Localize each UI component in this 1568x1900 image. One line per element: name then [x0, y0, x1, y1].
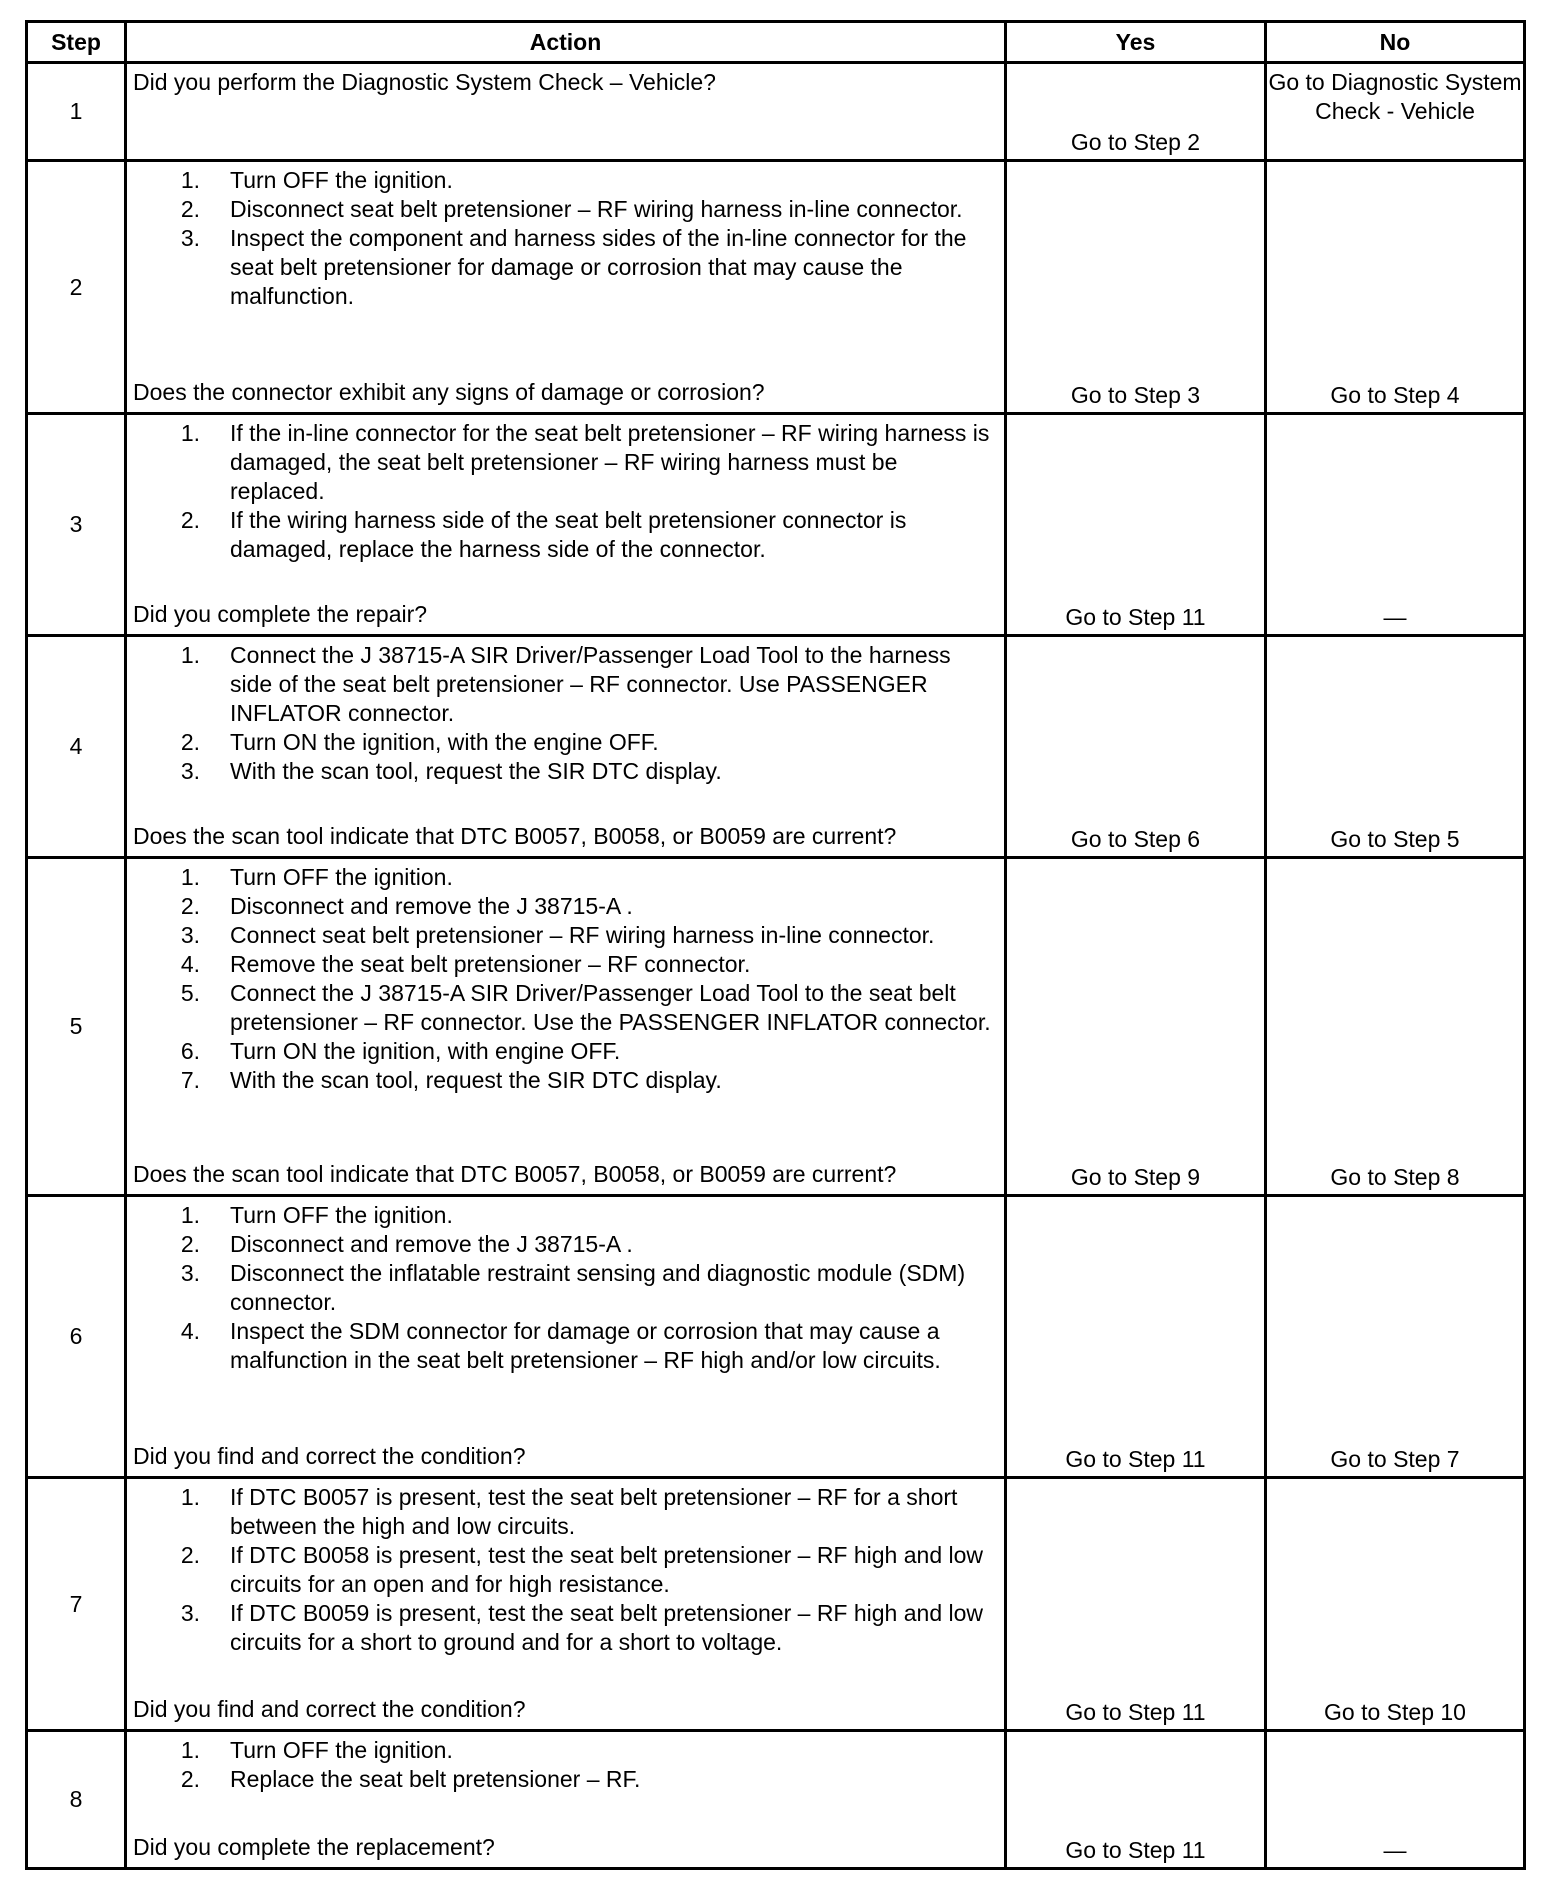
item-number: 1.: [180, 167, 200, 193]
item-text: Remove the seat belt pretensioner – RF connector.: [230, 951, 751, 977]
item-text: Disconnect the inflatable restraint sensing and diagnostic module (SDM) connector.: [230, 1260, 966, 1315]
yes-result: Go to Step 3: [1006, 161, 1266, 414]
no-result: Go to Diagnostic System Check - Vehicle: [1266, 63, 1525, 161]
list-item: [133, 1483, 998, 1541]
item-text: Turn OFF the ignition.: [230, 864, 453, 890]
action-cell: [126, 1196, 1006, 1478]
action-cell: [126, 636, 1006, 858]
item-number: 7.: [180, 1067, 200, 1093]
action-list: [133, 419, 998, 564]
list-item: [133, 1037, 998, 1066]
item-number: 2.: [180, 1231, 200, 1257]
list-item: [133, 419, 998, 506]
yes-result: Go to Step 2: [1006, 63, 1266, 161]
yes-result: Go to Step 11: [1006, 414, 1266, 636]
table-row: [27, 636, 1525, 858]
item-text: Turn ON the ignition, with the engine OFF.: [230, 729, 659, 755]
item-text: Turn OFF the ignition.: [230, 1737, 453, 1763]
list-item: [133, 892, 998, 921]
item-text: Disconnect seat belt pretensioner – RF wiring harness in-line connector.: [230, 196, 963, 222]
action-cell: [126, 1478, 1006, 1731]
table-row: [27, 858, 1525, 1196]
list-item: [133, 921, 998, 950]
item-text: With the scan tool, request the SIR DTC display.: [230, 1067, 722, 1093]
item-text: If the in-line connector for the seat belt pretensioner – RF wiring harness is damaged, the seat belt pretensioner – RF wiring harness must be replaced.: [230, 420, 990, 504]
item-number: 1.: [180, 1484, 200, 1510]
action-list: [133, 641, 998, 786]
list-item: [133, 1317, 998, 1375]
item-text: Inspect the SDM connector for damage or corrosion that may cause a malfunction in the seat belt pretensioner – RF high and/or low circuits.: [230, 1318, 941, 1373]
item-text: If DTC B0059 is present, test the seat belt pretensioner – RF high and low circuits for a short to ground and for a short to voltage.: [230, 1600, 984, 1655]
step-number: 1: [27, 63, 126, 161]
action-cell: [126, 858, 1006, 1196]
header-step: Step: [27, 22, 126, 63]
no-result: Go to Step 8: [1266, 858, 1525, 1196]
item-number: 3.: [180, 1600, 200, 1626]
action-cell: [126, 161, 1006, 414]
item-text: Inspect the component and harness sides of the in-line connector for the seat belt pretensioner for damage or corrosion that may cause the malfunction.: [230, 225, 967, 309]
list-item: [133, 863, 998, 892]
item-number: 2.: [180, 729, 200, 755]
item-number: 1.: [180, 1202, 200, 1228]
no-result: —: [1266, 414, 1525, 636]
item-number: 1.: [180, 642, 200, 668]
list-item: [133, 950, 998, 979]
step-number: 2: [27, 161, 126, 414]
no-result: —: [1266, 1731, 1525, 1869]
list-item: [133, 728, 998, 757]
table-row: [27, 63, 1525, 161]
header-yes: Yes: [1006, 22, 1266, 63]
list-item: [133, 224, 998, 311]
no-result: Go to Step 7: [1266, 1196, 1525, 1478]
header-action: Action: [126, 22, 1006, 63]
item-text: Turn ON the ignition, with engine OFF.: [230, 1038, 621, 1064]
action-question: Did you perform the Diagnostic System Check – Vehicle?: [133, 69, 716, 95]
step-number: 6: [27, 1196, 126, 1478]
list-item: [133, 1201, 998, 1230]
yes-result: Go to Step 11: [1006, 1731, 1266, 1869]
yes-result: Go to Step 11: [1006, 1196, 1266, 1478]
diagnostic-table: [25, 20, 1526, 1870]
yes-result: Go to Step 11: [1006, 1478, 1266, 1731]
item-number: 1.: [180, 420, 200, 446]
item-number: 2.: [180, 1766, 200, 1792]
item-text: With the scan tool, request the SIR DTC display.: [230, 758, 722, 784]
item-number: 2.: [180, 196, 200, 222]
table-row: [27, 1478, 1525, 1731]
list-item: [133, 979, 998, 1037]
list-item: [133, 1765, 998, 1794]
action-question: Did you complete the replacement?: [133, 1834, 495, 1860]
item-number: 6.: [180, 1038, 200, 1064]
action-list: [133, 1736, 998, 1794]
item-number: 3.: [180, 225, 200, 251]
table-row: [27, 161, 1525, 414]
list-item: [133, 1541, 998, 1599]
item-text: If DTC B0058 is present, test the seat belt pretensioner – RF high and low circuits for an open and for high resistance.: [230, 1542, 984, 1597]
item-number: 4.: [180, 951, 200, 977]
item-number: 2.: [180, 507, 200, 533]
no-result: Go to Step 10: [1266, 1478, 1525, 1731]
action-cell: [126, 1731, 1006, 1869]
action-question: Did you find and correct the condition?: [133, 1696, 526, 1722]
list-item: [133, 757, 998, 786]
action-cell: [126, 63, 1006, 161]
item-text: Turn OFF the ignition.: [230, 1202, 453, 1228]
item-text: Connect the J 38715-A SIR Driver/Passenger Load Tool to the seat belt pretensioner – RF connector. Use the PASSENGER INFLATOR connector.: [230, 980, 991, 1035]
action-list: [133, 863, 998, 1095]
step-number: 4: [27, 636, 126, 858]
list-item: [133, 506, 998, 564]
item-number: 4.: [180, 1318, 200, 1344]
item-number: 3.: [180, 1260, 200, 1286]
item-text: If the wiring harness side of the seat belt pretensioner connector is damaged, replace the harness side of the connector.: [230, 507, 907, 562]
action-question: Did you complete the repair?: [133, 601, 428, 627]
item-number: 1.: [180, 864, 200, 890]
action-question: Did you find and correct the condition?: [133, 1443, 526, 1469]
no-result: Go to Step 5: [1266, 636, 1525, 858]
step-number: 3: [27, 414, 126, 636]
list-item: [133, 1259, 998, 1317]
yes-result: Go to Step 6: [1006, 636, 1266, 858]
item-number: 3.: [180, 758, 200, 784]
item-text: Connect the J 38715-A SIR Driver/Passenger Load Tool to the harness side of the seat belt pretensioner – RF connector. Use PASSENGER INFLATOR connector.: [230, 642, 951, 726]
action-question: Does the connector exhibit any signs of damage or corrosion?: [133, 379, 765, 405]
table-header-row: [27, 22, 1525, 63]
item-number: 2.: [180, 893, 200, 919]
item-text: Connect seat belt pretensioner – RF wiring harness in-line connector.: [230, 922, 935, 948]
header-no: No: [1266, 22, 1525, 63]
action-question: Does the scan tool indicate that DTC B0057, B0058, or B0059 are current?: [133, 1161, 897, 1187]
no-result: Go to Step 4: [1266, 161, 1525, 414]
yes-result: Go to Step 9: [1006, 858, 1266, 1196]
step-number: 7: [27, 1478, 126, 1731]
action-question: Does the scan tool indicate that DTC B0057, B0058, or B0059 are current?: [133, 823, 897, 849]
list-item: [133, 641, 998, 728]
table-row: [27, 1196, 1525, 1478]
item-text: If DTC B0057 is present, test the seat belt pretensioner – RF for a short between the high and low circuits.: [230, 1484, 958, 1539]
action-list: [133, 1201, 998, 1375]
step-number: 5: [27, 858, 126, 1196]
step-number: 8: [27, 1731, 126, 1869]
list-item: [133, 1230, 998, 1259]
action-cell: [126, 414, 1006, 636]
item-number: 2.: [180, 1542, 200, 1568]
item-text: Disconnect and remove the J 38715-A .: [230, 893, 633, 919]
action-list: [133, 1483, 998, 1657]
item-number: 5.: [180, 980, 200, 1006]
list-item: [133, 166, 998, 195]
action-list: [133, 166, 998, 311]
table-row: [27, 414, 1525, 636]
list-item: [133, 1066, 998, 1095]
item-text: Disconnect and remove the J 38715-A .: [230, 1231, 633, 1257]
list-item: [133, 1736, 998, 1765]
item-text: Replace the seat belt pretensioner – RF.: [230, 1766, 641, 1792]
list-item: [133, 1599, 998, 1657]
item-text: Turn OFF the ignition.: [230, 167, 453, 193]
item-number: 3.: [180, 922, 200, 948]
item-number: 1.: [180, 1737, 200, 1763]
table-row: [27, 1731, 1525, 1869]
list-item: [133, 195, 998, 224]
